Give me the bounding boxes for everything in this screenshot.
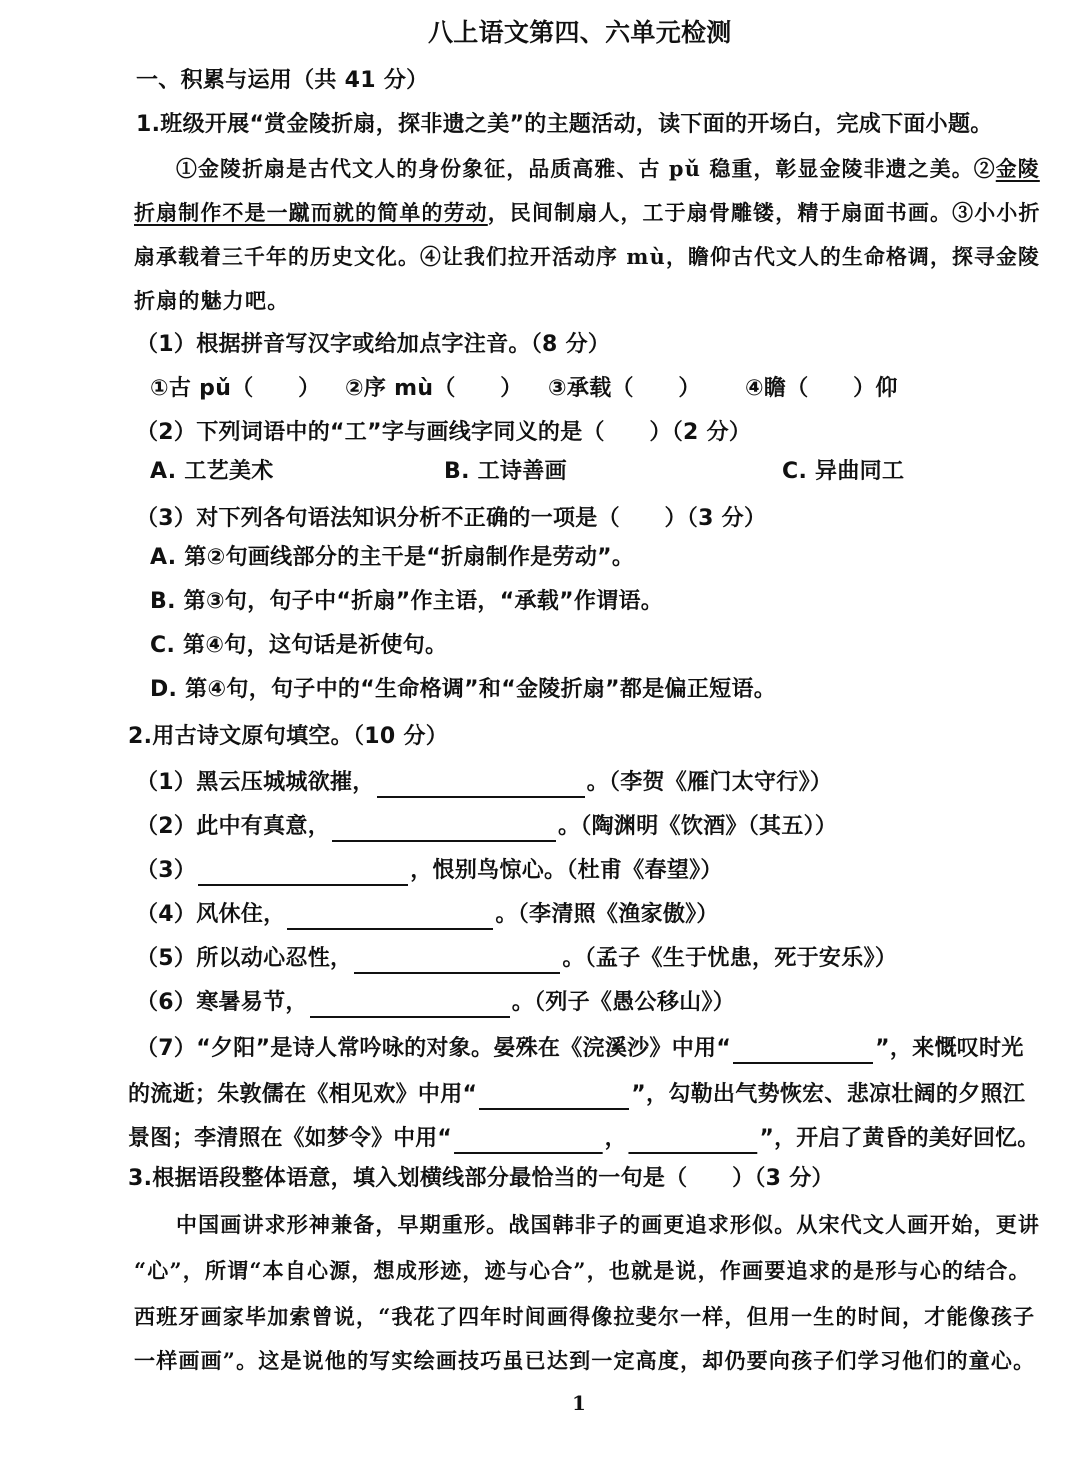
passage-line-4: 折扇的魅力吧。 [134, 288, 290, 313]
answer-blank[interactable] [479, 1086, 629, 1110]
fill-item: （4）风休住， 。（李清照《渔家傲》） [136, 900, 719, 930]
section-heading: 一、积累与运用（共 41 分） [136, 68, 429, 93]
answer-blank[interactable] [310, 994, 510, 1018]
paragraph-line: “心”，所谓“本自心源，想成形迹，迹与心合”，也就是说，作画要追求的是形与心的结合。 [134, 1258, 1031, 1283]
option: A. 第②句画线部分的主干是“折扇制作是劳动”。 [150, 545, 635, 570]
sub-question-1-stem: （1）根据拼音写汉字或给加点字注音。（8 分） [136, 332, 611, 357]
sub-question-2-stem: （2）下列词语中的“工”字与画线字同义的是（ ）（2 分） [136, 420, 752, 445]
answer-blank[interactable] [198, 862, 408, 886]
answer-blank[interactable] [332, 818, 556, 842]
option: B. 第③句，句子中“折扇”作主语，“承载”作谓语。 [150, 589, 664, 614]
fill-item: （2）此中有真意， 。（陶渊明《饮酒》（其五）） [136, 812, 837, 842]
passage-line-2: 折扇制作不是一蹴而就的简单的劳动，民间制扇人，工于扇骨雕镂，精于扇面书画。③小小折 [134, 200, 1041, 225]
page-number: 1 [572, 1391, 587, 1415]
answer-blank[interactable] [629, 1130, 758, 1154]
fill-item: （6）寒暑易节， 。（列子《愚公移山》） [136, 988, 735, 1018]
underlined-text: 金陵 [995, 156, 1040, 181]
answer-blank[interactable] [377, 774, 585, 798]
passage-line-3: 扇承载着三千年的历史文化。④让我们拉开活动序 mù，瞻仰古代文人的生命格调，探寻金陵 [134, 244, 1040, 269]
passage-line-1: ①金陵折扇是古代文人的身份象征，品质高雅、古 pǔ 稳重，彰显金陵非遗之美。②金陵 [176, 156, 1040, 181]
option: D. 第④句，句子中的“生命格调”和“金陵折扇”都是偏正短语。 [150, 677, 777, 702]
option: A. 工艺美术 [150, 459, 274, 484]
answer-blank[interactable] [354, 950, 560, 974]
paragraph-line: 西班牙画家毕加索曾说，“我花了四年时间画得像拉斐尔一样，但用一生的时间，才能像孩子 [134, 1304, 1036, 1329]
sub-question-1-item: ②序 mù（ ） [345, 376, 523, 401]
underlined-text: 折扇制作不是一蹴而就的简单的劳动 [134, 200, 488, 225]
fill-item: （5）所以动心忍性， 。（孟子《生于忧患，死于安乐》） [136, 944, 897, 974]
fill-item-7-line-3: 景图；李清照在《如梦令》中用“ ， ”，开启了黄昏的美好回忆。 [128, 1124, 1039, 1154]
answer-blank[interactable] [287, 906, 493, 930]
sub-question-3-stem: （3）对下列各句语法知识分析不正确的一项是（ ）（3 分） [136, 506, 767, 531]
option: C. 第④句，这句话是祈使句。 [150, 633, 448, 658]
sub-question-1-item: ①古 pǔ（ ） [150, 376, 321, 401]
fill-item-7-line-1: （7）“夕阳”是诗人常吟咏的对象。晏殊在《浣溪沙》中用“ ”，来慨叹时光 [136, 1034, 1024, 1064]
question-3-stem: 3.根据语段整体语意，填入划横线部分最恰当的一句是（ ）（3 分） [128, 1166, 834, 1191]
fill-item: （3） ，恨别鸟惊心。（杜甫《春望》） [136, 856, 723, 886]
option: C. 异曲同工 [782, 459, 905, 484]
page-title: 八上语文第四、六单元检测 [428, 18, 732, 47]
question-2-stem: 2.用古诗文原句填空。（10 分） [128, 724, 449, 749]
paragraph-line: 中国画讲求形神兼备，早期重形。战国韩非子的画更追求形似。从宋代文人画开始，更讲 [176, 1212, 1041, 1237]
sub-question-1-item: ③承载（ ） [548, 376, 701, 401]
option: B. 工诗善画 [444, 459, 567, 484]
fill-item: （1）黑云压城城欲摧， 。（李贺《雁门太守行》） [136, 768, 832, 798]
sub-question-1-item: ④瞻（ ）仰 [745, 376, 898, 401]
fill-item-7-line-2: 的流逝；朱敦儒在《相见欢》中用“ ”，勾勒出气势恢宏、悲凉壮阔的夕照江 [128, 1080, 1025, 1110]
paragraph-line: 一样画画”。这是说他的写实绘画技巧虽已达到一定高度，却仍要向孩子们学习他们的童心。 [134, 1348, 1036, 1373]
question-1-stem: 1.班级开展“赏金陵折扇，探非遗之美”的主题活动，读下面的开场白，完成下面小题。 [136, 112, 993, 137]
answer-blank[interactable] [733, 1040, 873, 1064]
answer-blank[interactable] [454, 1130, 603, 1154]
